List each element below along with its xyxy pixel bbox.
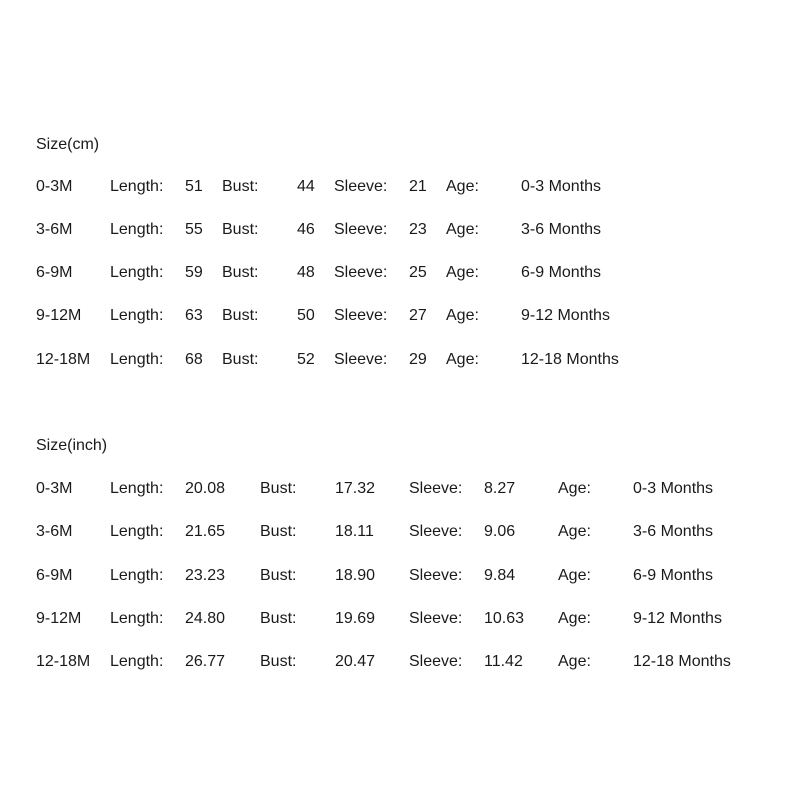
sleeve-value: 11.42 <box>484 653 523 670</box>
age-value: 6-9 Months <box>633 567 714 584</box>
cm-table-title: Size(cm) <box>36 136 100 153</box>
sleeve-value: 25 <box>409 264 427 281</box>
length-value: 24.80 <box>185 610 226 627</box>
age-value: 0-3 Months <box>633 480 714 497</box>
bust-label: Bust: <box>260 523 297 540</box>
bust-value: 18.90 <box>335 567 376 584</box>
age-value: 3-6 Months <box>521 221 602 238</box>
length-label: Length: <box>110 221 164 238</box>
length-label: Length: <box>110 480 164 497</box>
length-label: Length: <box>110 610 164 627</box>
sleeve-label: Sleeve: <box>409 610 463 627</box>
age-label: Age: <box>446 221 479 238</box>
sleeve-value: 21 <box>409 178 427 195</box>
length-label: Length: <box>110 653 164 670</box>
sleeve-label: Sleeve: <box>334 221 388 238</box>
age-label: Age: <box>558 523 591 540</box>
age-value: 9-12 Months <box>521 307 610 324</box>
bust-label: Bust: <box>260 653 297 670</box>
size-cell: 0-3M <box>36 178 73 195</box>
length-value: 20.08 <box>185 480 226 497</box>
table-row <box>0 653 800 671</box>
table-row <box>0 221 800 239</box>
table-row <box>0 264 800 282</box>
table-row <box>0 567 800 585</box>
age-label: Age: <box>446 178 479 195</box>
table-row <box>0 610 800 628</box>
length-value: 55 <box>185 221 203 238</box>
sleeve-label: Sleeve: <box>334 351 388 368</box>
length-label: Length: <box>110 307 164 324</box>
size-cell: 6-9M <box>36 264 73 281</box>
inch-table-title: Size(inch) <box>36 437 108 454</box>
table-row <box>0 178 800 196</box>
bust-value: 48 <box>297 264 315 281</box>
bust-value: 44 <box>297 178 315 195</box>
bust-value: 19.69 <box>335 610 376 627</box>
size-cell: 9-12M <box>36 307 82 324</box>
sleeve-label: Sleeve: <box>334 178 388 195</box>
length-value: 59 <box>185 264 203 281</box>
table-row <box>0 480 800 498</box>
age-value: 12-18 Months <box>633 653 731 670</box>
length-value: 21.65 <box>185 523 226 540</box>
bust-label: Bust: <box>222 178 259 195</box>
size-cell: 6-9M <box>36 567 73 584</box>
bust-value: 20.47 <box>335 653 376 670</box>
sleeve-value: 9.06 <box>484 523 516 540</box>
length-label: Length: <box>110 264 164 281</box>
age-label: Age: <box>558 567 591 584</box>
sleeve-value: 8.27 <box>484 480 516 497</box>
age-label: Age: <box>446 351 479 368</box>
bust-label: Bust: <box>222 221 259 238</box>
bust-label: Bust: <box>222 264 259 281</box>
table-row <box>0 307 800 325</box>
sleeve-label: Sleeve: <box>334 264 388 281</box>
sleeve-value: 9.84 <box>484 567 516 584</box>
size-cell: 0-3M <box>36 480 73 497</box>
size-cell: 3-6M <box>36 523 73 540</box>
age-value: 9-12 Months <box>633 610 722 627</box>
sleeve-label: Sleeve: <box>334 307 388 324</box>
age-value: 12-18 Months <box>521 351 619 368</box>
bust-label: Bust: <box>260 480 297 497</box>
table-row <box>0 523 800 541</box>
length-value: 68 <box>185 351 203 368</box>
sleeve-label: Sleeve: <box>409 653 463 670</box>
age-label: Age: <box>446 264 479 281</box>
size-cell: 9-12M <box>36 610 82 627</box>
sleeve-value: 27 <box>409 307 427 324</box>
bust-value: 46 <box>297 221 315 238</box>
length-value: 51 <box>185 178 203 195</box>
bust-value: 52 <box>297 351 315 368</box>
age-value: 6-9 Months <box>521 264 602 281</box>
length-value: 23.23 <box>185 567 226 584</box>
sleeve-label: Sleeve: <box>409 567 463 584</box>
bust-value: 50 <box>297 307 315 324</box>
age-value: 0-3 Months <box>521 178 602 195</box>
bust-label: Bust: <box>222 307 259 324</box>
length-value: 26.77 <box>185 653 226 670</box>
age-label: Age: <box>558 653 591 670</box>
age-label: Age: <box>558 610 591 627</box>
length-label: Length: <box>110 567 164 584</box>
sleeve-label: Sleeve: <box>409 523 463 540</box>
age-value: 3-6 Months <box>633 523 714 540</box>
length-label: Length: <box>110 351 164 368</box>
sleeve-value: 10.63 <box>484 610 525 627</box>
bust-label: Bust: <box>260 567 297 584</box>
age-label: Age: <box>446 307 479 324</box>
table-row <box>0 351 800 369</box>
size-cell: 12-18M <box>36 653 91 670</box>
bust-value: 18.11 <box>335 523 374 540</box>
sleeve-label: Sleeve: <box>409 480 463 497</box>
size-cell: 12-18M <box>36 351 91 368</box>
length-label: Length: <box>110 523 164 540</box>
length-label: Length: <box>110 178 164 195</box>
bust-label: Bust: <box>260 610 297 627</box>
sleeve-value: 23 <box>409 221 427 238</box>
bust-label: Bust: <box>222 351 259 368</box>
bust-value: 17.32 <box>335 480 376 497</box>
age-label: Age: <box>558 480 591 497</box>
sleeve-value: 29 <box>409 351 427 368</box>
size-cell: 3-6M <box>36 221 73 238</box>
length-value: 63 <box>185 307 203 324</box>
